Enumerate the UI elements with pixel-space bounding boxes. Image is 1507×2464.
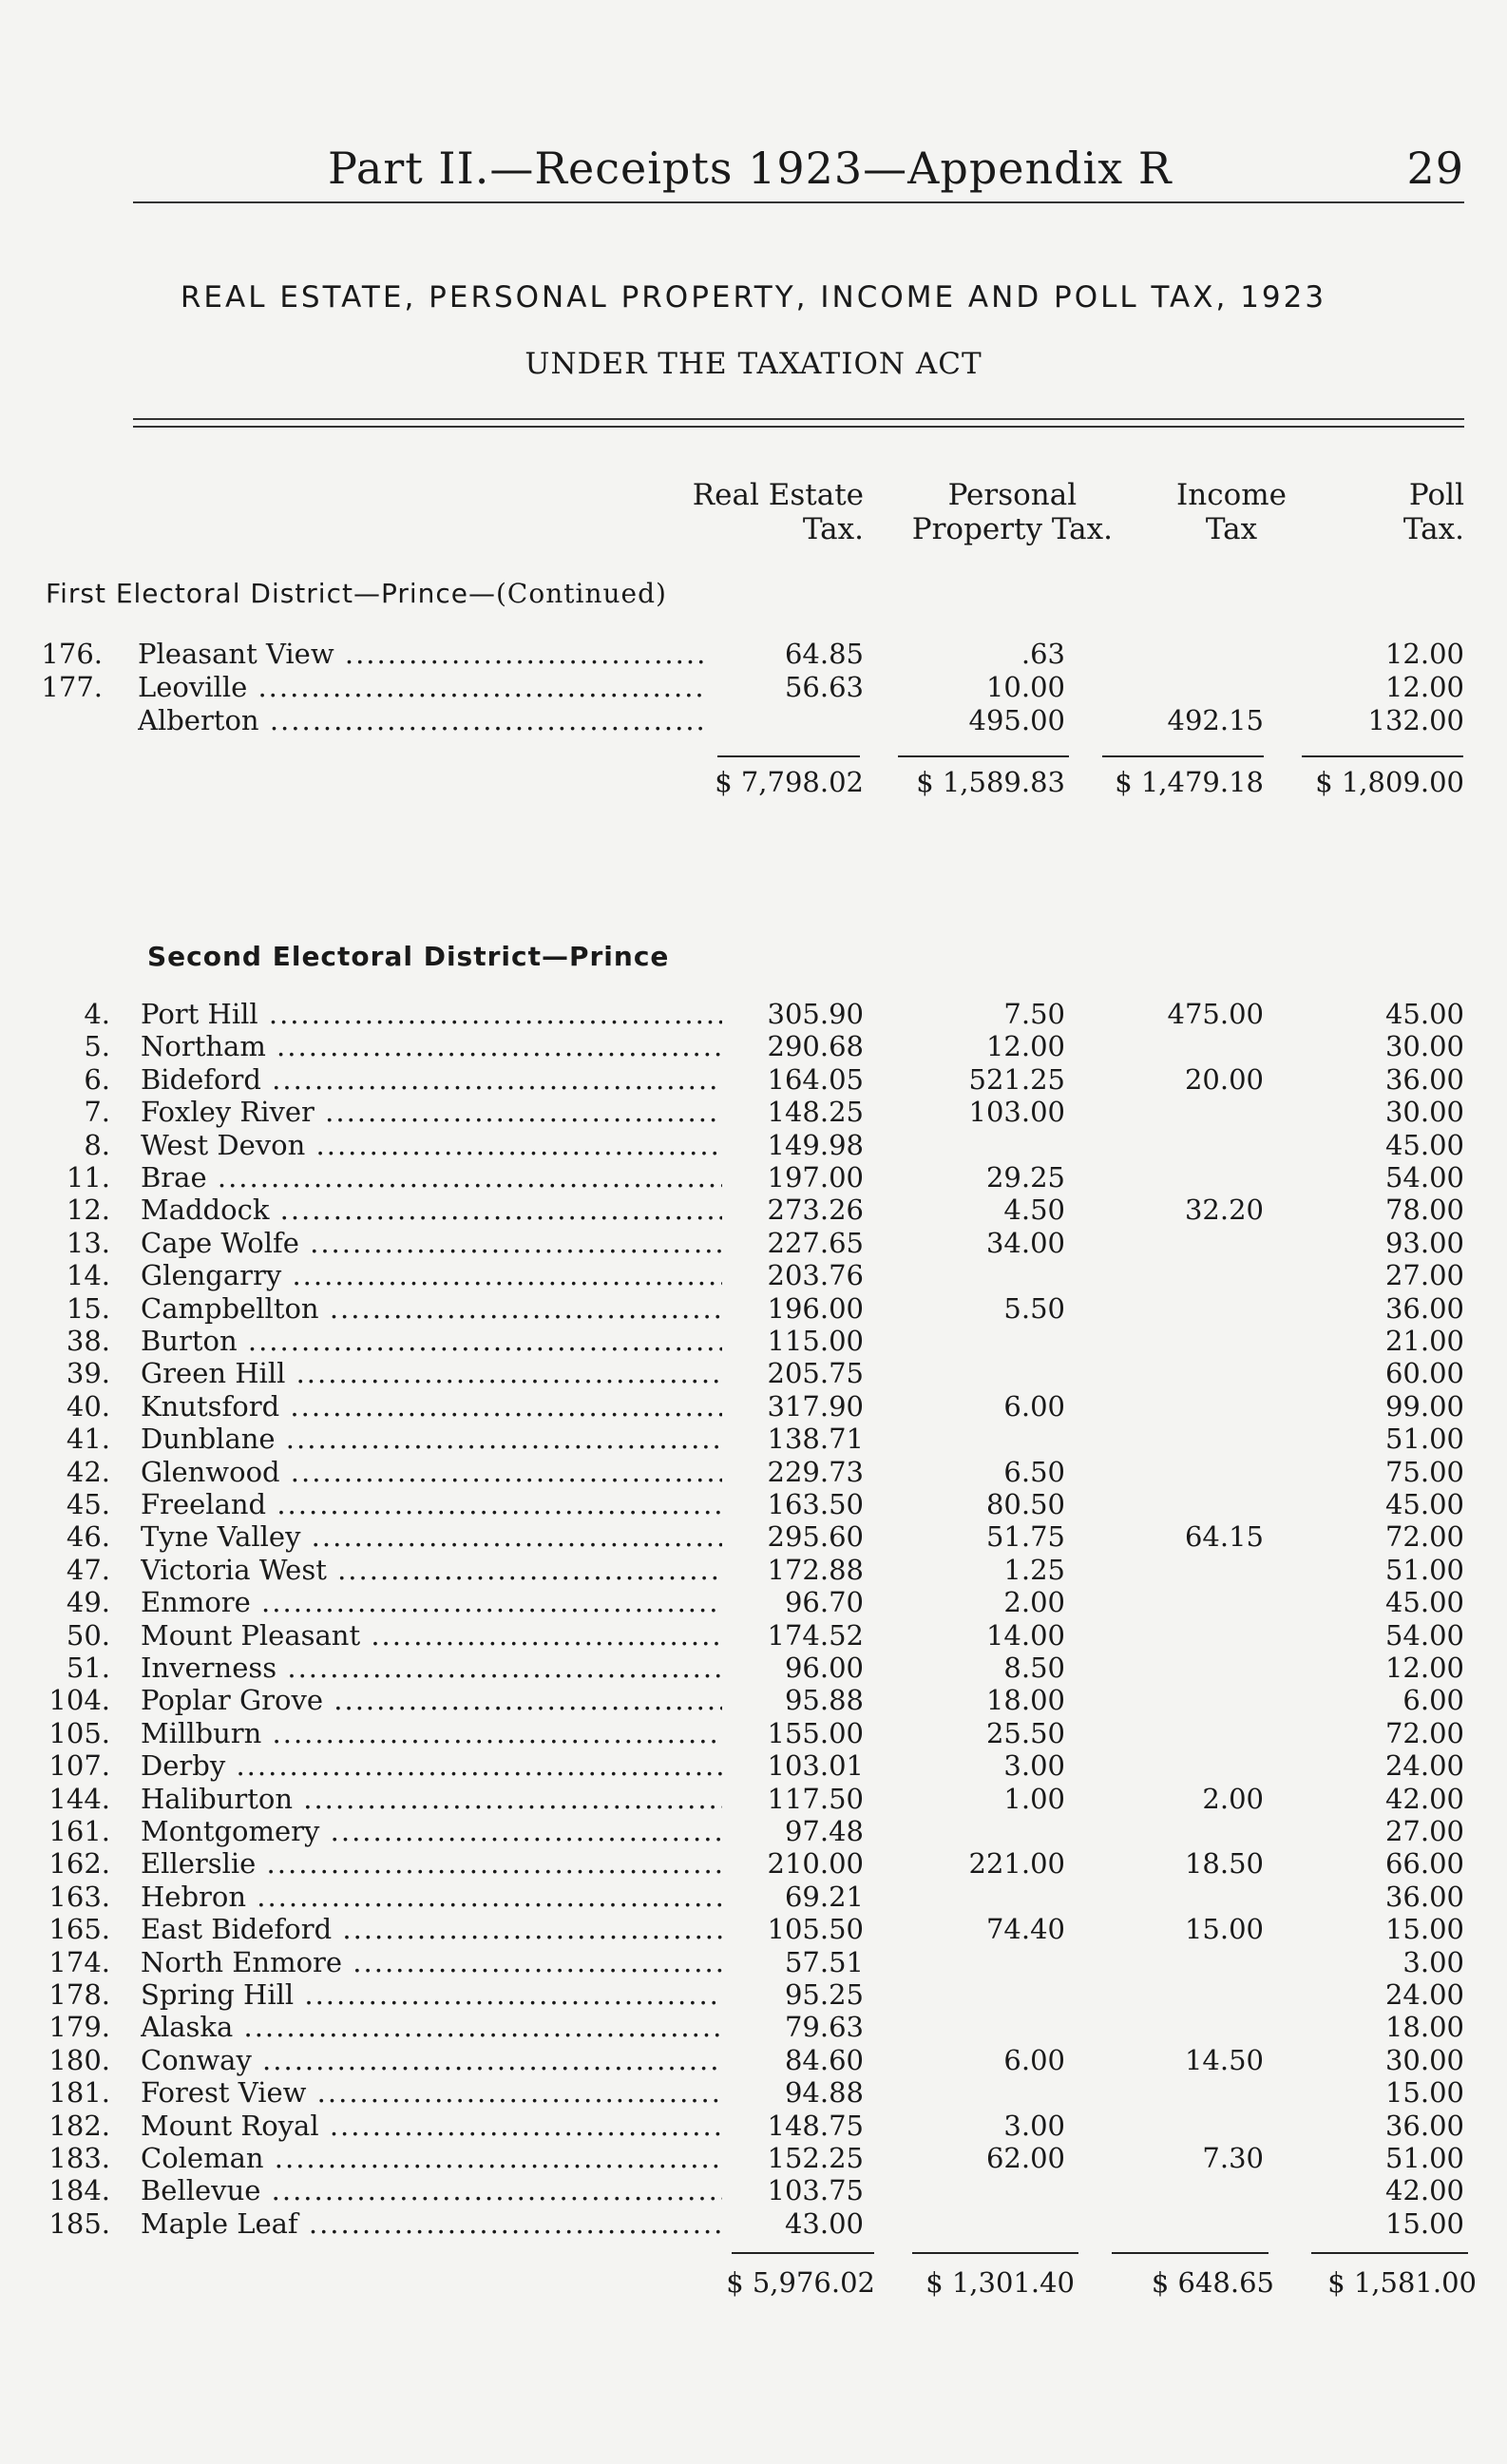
real-estate-value: 317.90 [767,1389,864,1423]
real-estate-value: 205.75 [767,1357,864,1390]
real-estate-value: 138.71 [767,1423,864,1456]
personal-property-value: 6.00 [1003,2043,1065,2076]
row-number: 177. [41,671,103,703]
row-number: 180. [48,2043,110,2076]
district-name: Pleasant View ..... [138,638,708,670]
district-name: Millburn ..... [141,1717,722,1749]
income-value: 20.00 [1184,1062,1264,1096]
table-row [0,2174,1507,2206]
total-rule [898,755,1069,757]
table-row [0,1554,1507,1586]
row-number: 8. [84,1128,110,1161]
table-row [0,1194,1507,1226]
row-number: 39. [66,1357,110,1390]
real-estate-value: 69.21 [784,1880,864,1913]
first-total-personal: $ 1,589.83 [916,766,1065,798]
personal-property-value: 34.00 [985,1226,1065,1259]
district-name: Burton ..... [141,1325,722,1357]
second-total-income: $ 648.65 [1151,2266,1274,2299]
real-estate-value: 43.00 [784,2206,864,2240]
row-number: 178. [48,1978,110,2011]
district-name: Port Hill ..... [141,998,722,1030]
poll-value: 60.00 [1384,1357,1464,1390]
income-value: 32.20 [1184,1194,1264,1227]
personal-property-value: 8.50 [1003,1652,1065,1684]
income-value: 2.00 [1202,1782,1264,1815]
poll-value: 36.00 [1384,1880,1464,1913]
real-estate-value: 273.26 [767,1194,864,1227]
table-row [0,2207,1507,2240]
second-total-real-estate: $ 5,976.02 [726,2266,875,2299]
real-estate-value: 84.60 [784,2043,864,2076]
poll-value: 51.00 [1384,2142,1464,2174]
real-estate-value: 196.00 [767,1291,864,1325]
personal-property-value: 1.00 [1003,1782,1065,1815]
poll-value: 27.00 [1384,1259,1464,1292]
poll-value: 66.00 [1384,1847,1464,1881]
poll-value: 45.00 [1384,1586,1464,1619]
poll-value: 12.00 [1384,638,1464,670]
personal-property-value: 51.75 [985,1520,1065,1554]
row-number: 11. [66,1161,110,1194]
table-row [0,1096,1507,1128]
real-estate-value: 57.51 [784,1945,864,1978]
table-row [0,1815,1507,1847]
poll-value: 15.00 [1384,1913,1464,1946]
row-number: 174. [48,1945,110,1978]
real-estate-value: 229.73 [767,1455,864,1488]
income-value: 15.00 [1184,1913,1264,1946]
income-value: 18.50 [1184,1847,1264,1881]
row-number: 165. [48,1913,110,1946]
real-estate-value: 97.48 [784,1815,864,1847]
real-estate-value: 163.50 [767,1488,864,1520]
poll-value: 3.00 [1402,1945,1464,1978]
poll-value: 45.00 [1384,998,1464,1030]
real-estate-value: 105.50 [767,1913,864,1946]
table-row [0,1946,1507,1978]
personal-property-value: 221.00 [968,1847,1065,1881]
row-number: 46. [66,1520,110,1554]
district-name: Green Hill ..... [141,1357,722,1389]
district-name: Maple Leaf ..... [141,2207,722,2240]
personal-property-value: 4.50 [1003,1194,1065,1227]
row-number: 161. [48,1815,110,1847]
row-number: 104. [48,1684,110,1717]
table-row [0,1390,1507,1423]
district-name: Poplar Grove ..... [141,1684,722,1716]
row-number: 176. [41,638,103,670]
district-name: Haliburton ..... [141,1783,722,1815]
district-name: Maddock ..... [141,1194,722,1226]
poll-value: 54.00 [1384,1618,1464,1652]
real-estate-value: 155.00 [767,1716,864,1749]
poll-value: 54.00 [1384,1161,1464,1194]
poll-value: 27.00 [1384,1815,1464,1847]
real-estate-value: 79.63 [784,2011,864,2044]
first-total-real-estate: $ 7,798.02 [715,766,864,798]
page-number: 29 [1406,143,1464,194]
personal-property-value: 5.50 [1003,1291,1065,1325]
table-row [0,1227,1507,1259]
row-number: 51. [66,1652,110,1684]
table-row [0,1619,1507,1652]
district-name: Derby ..... [141,1749,722,1782]
table-row [0,1423,1507,1455]
real-estate-value: 95.25 [784,1978,864,2011]
header-rule [133,201,1464,203]
personal-property-value: 6.00 [1003,1389,1065,1423]
row-number: 7. [84,1096,110,1129]
poll-value: 30.00 [1384,1030,1464,1063]
row-number: 184. [48,2174,110,2207]
real-estate-value: 149.98 [767,1128,864,1161]
running-header [328,143,1464,194]
district-name: East Bideford ..... [141,1913,722,1945]
personal-property-value: 12.00 [985,1030,1065,1063]
table-row [0,1978,1507,2011]
real-estate-value: 148.25 [767,1096,864,1129]
poll-value: 36.00 [1384,1291,1464,1325]
real-estate-value: 103.75 [767,2174,864,2207]
district-name: Ellerslie ..... [141,1847,722,1880]
income-value: 7.30 [1202,2142,1264,2174]
poll-value: 72.00 [1384,1520,1464,1554]
row-number: 42. [66,1455,110,1488]
personal-property-value: 80.50 [985,1488,1065,1520]
table-row [0,1259,1507,1291]
district-name: Bideford ..... [141,1063,722,1096]
row-number: 181. [48,2076,110,2110]
table-row [0,1292,1507,1325]
row-number: 40. [66,1389,110,1423]
district-name: Conway ..... [141,2044,722,2076]
district-name: Freeland ..... [141,1488,722,1520]
second-total-poll: $ 1,581.00 [1327,2266,1477,2299]
district-name: Brae ..... [141,1161,722,1194]
running-title: Part II.—Receipts 1923—Appendix R [328,143,1173,194]
total-rule [1112,2252,1269,2254]
title-rule-bottom [133,426,1464,428]
real-estate-value: 56.63 [784,671,864,703]
district-name: Hebron ..... [141,1881,722,1913]
total-rule [1102,755,1264,757]
personal-property-value: 3.00 [1003,2109,1065,2142]
poll-value: 18.00 [1384,2011,1464,2044]
poll-value: 12.00 [1384,671,1464,703]
district-name: Bellevue ..... [141,2174,722,2206]
personal-property-value: 495.00 [968,704,1065,736]
real-estate-value: 174.52 [767,1618,864,1652]
personal-property-value: 62.00 [985,2142,1065,2174]
poll-value: 99.00 [1384,1389,1464,1423]
row-number: 50. [66,1618,110,1652]
real-estate-value: 96.70 [784,1586,864,1619]
district-name: Victoria West ..... [141,1554,722,1586]
real-estate-value: 295.60 [767,1520,864,1554]
first-total-poll: $ 1,809.00 [1315,766,1464,798]
personal-property-value: 6.50 [1003,1455,1065,1488]
row-number: 4. [84,998,110,1030]
district-name: Foxley River ..... [141,1096,722,1128]
district-name: Dunblane ..... [141,1423,722,1455]
total-rule [732,2252,874,2254]
row-number: 105. [48,1716,110,1749]
row-number: 162. [48,1847,110,1881]
table-row [0,1783,1507,1815]
poll-value: 51.00 [1384,1423,1464,1456]
district-name: Forest View ..... [141,2076,722,2109]
poll-value: 24.00 [1384,1749,1464,1783]
row-number: 13. [66,1226,110,1259]
poll-value: 45.00 [1384,1128,1464,1161]
total-rule [717,755,860,757]
income-value: 492.15 [1167,704,1264,736]
poll-value: 72.00 [1384,1716,1464,1749]
income-value: 14.50 [1184,2043,1264,2076]
real-estate-value: 64.85 [784,638,864,670]
personal-property-value: 1.25 [1003,1553,1065,1586]
personal-property-value: 74.40 [985,1913,1065,1946]
column-header-personal-property: Personal Property Tax. [911,478,1113,546]
poll-value: 36.00 [1384,2109,1464,2142]
table-row [0,1749,1507,1782]
poll-value: 15.00 [1384,2206,1464,2240]
personal-property-value: 14.00 [985,1618,1065,1652]
poll-value: 75.00 [1384,1455,1464,1488]
real-estate-value: 94.88 [784,2076,864,2110]
district-name: Leoville ..... [138,671,708,703]
table-row [0,704,1507,736]
real-estate-value: 227.65 [767,1226,864,1259]
personal-property-value: 3.00 [1003,1749,1065,1783]
row-number: 45. [66,1488,110,1520]
row-number: 185. [48,2206,110,2240]
personal-property-value: 18.00 [985,1684,1065,1717]
table-row [0,1030,1507,1062]
district-name: Alberton ..... [138,704,708,736]
row-number: 38. [66,1325,110,1357]
real-estate-value: 210.00 [767,1847,864,1881]
row-number: 144. [48,1782,110,1815]
table-row [0,1684,1507,1716]
real-estate-value: 95.88 [784,1684,864,1717]
poll-value: 24.00 [1384,1978,1464,2011]
poll-value: 6.00 [1402,1684,1464,1717]
real-estate-value: 203.76 [767,1259,864,1292]
poll-value: 30.00 [1384,1096,1464,1129]
table-row [0,2076,1507,2109]
real-estate-value: 305.90 [767,998,864,1030]
district-name: Cape Wolfe ..... [141,1227,722,1259]
personal-property-value: 2.00 [1003,1586,1065,1619]
table-row [0,2011,1507,2043]
poll-value: 132.00 [1367,704,1464,736]
district-name: Enmore ..... [141,1586,722,1618]
table-row [0,1652,1507,1684]
district-name: Alaska ..... [141,2011,722,2043]
real-estate-value: 103.01 [767,1749,864,1783]
real-estate-value: 96.00 [784,1652,864,1684]
section-label-first-district: First Electoral District—Prince—(Continued) [46,578,667,609]
real-estate-value: 290.68 [767,1030,864,1063]
district-name: Tyne Valley ..... [141,1520,722,1553]
poll-value: 45.00 [1384,1488,1464,1520]
real-estate-value: 197.00 [767,1161,864,1194]
table-row [0,1357,1507,1389]
row-number: 14. [66,1259,110,1292]
personal-property-value: 7.50 [1003,998,1065,1030]
real-estate-value: 164.05 [767,1062,864,1096]
second-total-personal: $ 1,301.40 [925,2266,1075,2299]
personal-property-value: 521.25 [968,1062,1065,1096]
district-name: Campbellton ..... [141,1292,722,1325]
column-header-income: Income Tax [1176,478,1287,546]
row-number: 179. [48,2011,110,2044]
district-name: Inverness ..... [141,1652,722,1684]
district-name: North Enmore ..... [141,1946,722,1978]
table-row [0,1129,1507,1161]
table-row [0,638,1507,670]
poll-value: 36.00 [1384,1062,1464,1096]
row-number: 12. [66,1194,110,1227]
table-row [0,2110,1507,2142]
row-number: 5. [84,1030,110,1063]
column-header-real-estate: Real Estate Tax. [692,478,864,546]
table-row [0,2044,1507,2076]
personal-property-value: 25.50 [985,1716,1065,1749]
row-number: 163. [48,1880,110,1913]
row-number: 47. [66,1553,110,1586]
table-row [0,1913,1507,1945]
row-number: 6. [84,1062,110,1096]
table-row [0,671,1507,703]
poll-value: 12.00 [1384,1652,1464,1684]
row-number: 15. [66,1291,110,1325]
table-row [0,998,1507,1030]
table-row [0,1063,1507,1096]
total-rule [1311,2252,1468,2254]
total-rule [912,2252,1078,2254]
table-row [0,1488,1507,1520]
poll-value: 30.00 [1384,2043,1464,2076]
section-label-second-district: Second Electoral District—Prince [147,941,670,972]
first-total-income: $ 1,479.18 [1115,766,1264,798]
row-number: 41. [66,1423,110,1456]
personal-property-value: 103.00 [968,1096,1065,1129]
row-number: 183. [48,2142,110,2174]
poll-value: 93.00 [1384,1226,1464,1259]
poll-value: 51.00 [1384,1553,1464,1586]
table-row [0,1161,1507,1194]
real-estate-value: 117.50 [767,1782,864,1815]
district-name: Northam ..... [141,1030,722,1062]
personal-property-value: 10.00 [985,671,1065,703]
title-rule-top [133,418,1464,420]
real-estate-value: 148.75 [767,2109,864,2142]
real-estate-value: 172.88 [767,1553,864,1586]
row-number: 107. [48,1749,110,1783]
table-row [0,1881,1507,1913]
row-number: 182. [48,2109,110,2142]
real-estate-value: 152.25 [767,2142,864,2174]
total-rule [1302,755,1463,757]
district-name: Glengarry ..... [141,1259,722,1291]
table-row [0,2142,1507,2174]
district-name: Spring Hill ..... [141,1978,722,2011]
table-row [0,1325,1507,1357]
row-number: 49. [66,1586,110,1619]
table-row [0,1520,1507,1553]
table-row [0,1717,1507,1749]
column-header-poll: Poll Tax. [1402,478,1464,546]
district-name: Montgomery ..... [141,1815,722,1847]
district-name: Glenwood ..... [141,1456,722,1488]
poll-value: 21.00 [1384,1325,1464,1357]
district-name: West Devon ..... [141,1129,722,1161]
table-title: REAL ESTATE, PERSONAL PROPERTY, INCOME AND POLL TAX, 1923 [180,280,1327,315]
district-name: Knutsford ..... [141,1390,722,1423]
table-row [0,1847,1507,1880]
table-subtitle: UNDER THE TAXATION ACT [525,347,982,381]
district-name: Mount Royal ..... [141,2110,722,2142]
personal-property-value: 29.25 [985,1161,1065,1194]
income-value: 64.15 [1184,1520,1264,1554]
poll-value: 42.00 [1384,1782,1464,1815]
poll-value: 15.00 [1384,2076,1464,2110]
poll-value: 42.00 [1384,2174,1464,2207]
table-row [0,1456,1507,1488]
district-name: Coleman ..... [141,2142,722,2174]
district-name: Mount Pleasant ..... [141,1619,722,1652]
poll-value: 78.00 [1384,1194,1464,1227]
table-row [0,1586,1507,1618]
personal-property-value: .63 [1021,638,1065,670]
income-value: 475.00 [1167,998,1264,1030]
real-estate-value: 115.00 [767,1325,864,1357]
